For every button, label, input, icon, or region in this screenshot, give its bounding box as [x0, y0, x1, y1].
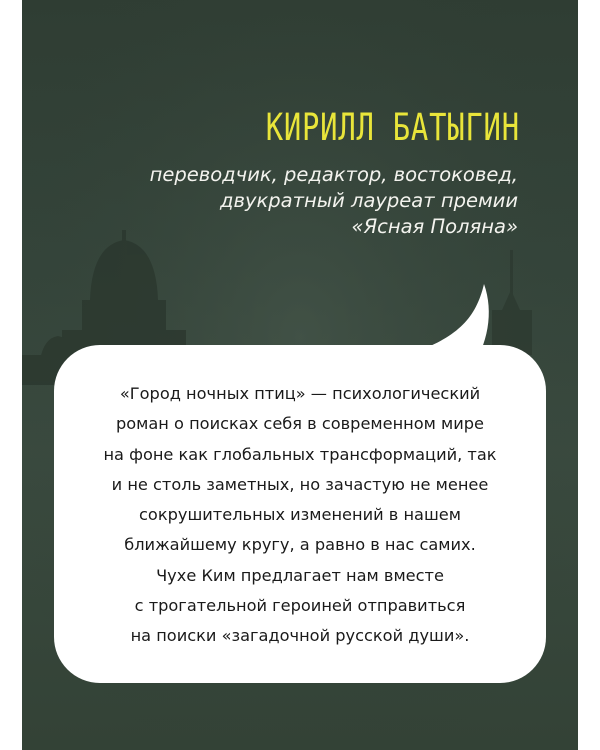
quote-line: на фоне как глобальных трансформаций, так	[103, 444, 497, 464]
author-name: КИРИЛЛ БАТЫГИН	[265, 106, 520, 149]
author-description-line: двукратный лауреат премии	[219, 189, 518, 212]
quote-line: на поиски «загадочной русской души».	[130, 626, 470, 646]
quote-line: с трогательной героиней отправиться	[134, 596, 466, 616]
author-description-line: переводчик, редактор, востоковед,	[149, 163, 518, 186]
quote-line: ближайшему кругу, а равно в нас самих.	[124, 535, 476, 555]
author-description	[78, 162, 518, 240]
quote-line: и не столь заметных, но зачастую не менее	[111, 474, 489, 494]
quote-text	[54, 379, 546, 652]
quote-line: сокрушительных изменений в нашем	[139, 505, 461, 525]
quote-line: «Город ночных птиц» — психологический	[119, 384, 481, 403]
quote-line: Чухе Ким предлагает нам вместе	[156, 565, 444, 585]
quote-line: роман о поисках себя в современном мире	[116, 414, 484, 434]
author-description-line: «Ясная Поляна»	[351, 215, 518, 238]
